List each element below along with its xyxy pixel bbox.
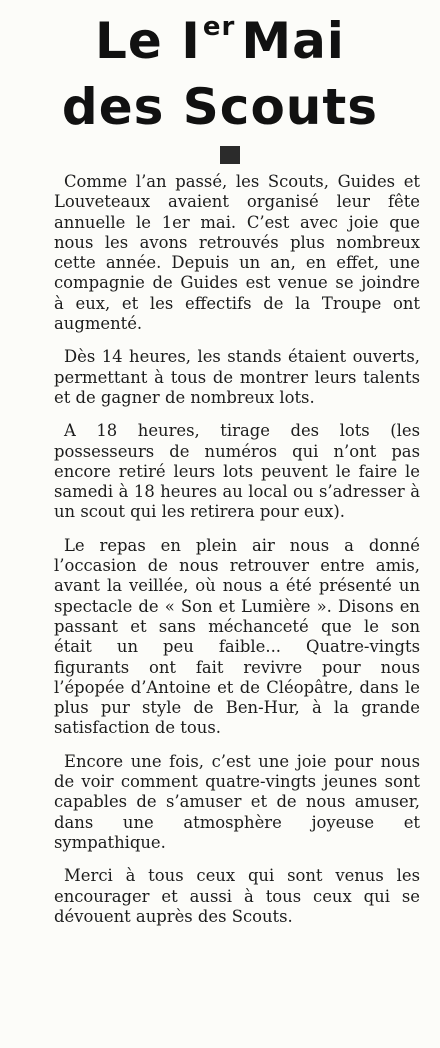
paragraph-4: Le repas en plein air nous a donné l’occasion de nous retrouver entre amis, avant la veillée, où nous a été présenté un spectacle de « Son et Lumière ». Disons en passant et sans méchanceté que le son était un peu faible... Quatre-vingts figurants ont fait revivre pour nous l’épopée d’Antoine et de Cléopâtre, dans le plus pur style de Ben-Hur, à la grande satisfaction de tous.	[54, 535, 420, 738]
title-le-i: Le I	[95, 12, 201, 70]
paragraph-6: Merci à tous ceux qui sont venus les encourager et aussi à tous ceux qui se dévouent auprès des Scouts.	[54, 866, 420, 926]
paragraph-1: Comme l’an passé, les Scouts, Guides et Louveteaux avaient organisé leur fête annuelle le 1er mai. C’est avec joie que nous les avons retrouvés plus nombreux cette année. Depuis un an, en effet, une compagnie de Guides est venue se joindre à eux, et les effectifs de la Troupe ont augmenté.	[54, 172, 420, 334]
article-body	[54, 172, 420, 940]
article-title-line-2: des Scouts	[61, 78, 379, 136]
title-mai: Mai	[241, 12, 345, 70]
paragraph-5: Encore une fois, c’est une joie pour nous de voir comment quatre-vingts jeunes sont capables de s’amuser et de nous amuser, dans une atmosphère joyeuse et sympathique.	[54, 751, 420, 852]
separator-square	[220, 146, 240, 164]
article-title-line-1	[0, 12, 440, 70]
title-superscript: er	[202, 12, 236, 42]
paragraph-2: Dès 14 heures, les stands étaient ouverts, permettant à tous de montrer leurs talents et de gagner de nombreux lots.	[54, 347, 420, 407]
paragraph-3: A 18 heures, tirage des lots (les possesseurs de numéros qui n’ont pas encore retiré leurs lots peuvent le faire le samedi à 18 heures au local ou s’adresser à un scout qui les retirera pour eux).	[54, 421, 420, 522]
